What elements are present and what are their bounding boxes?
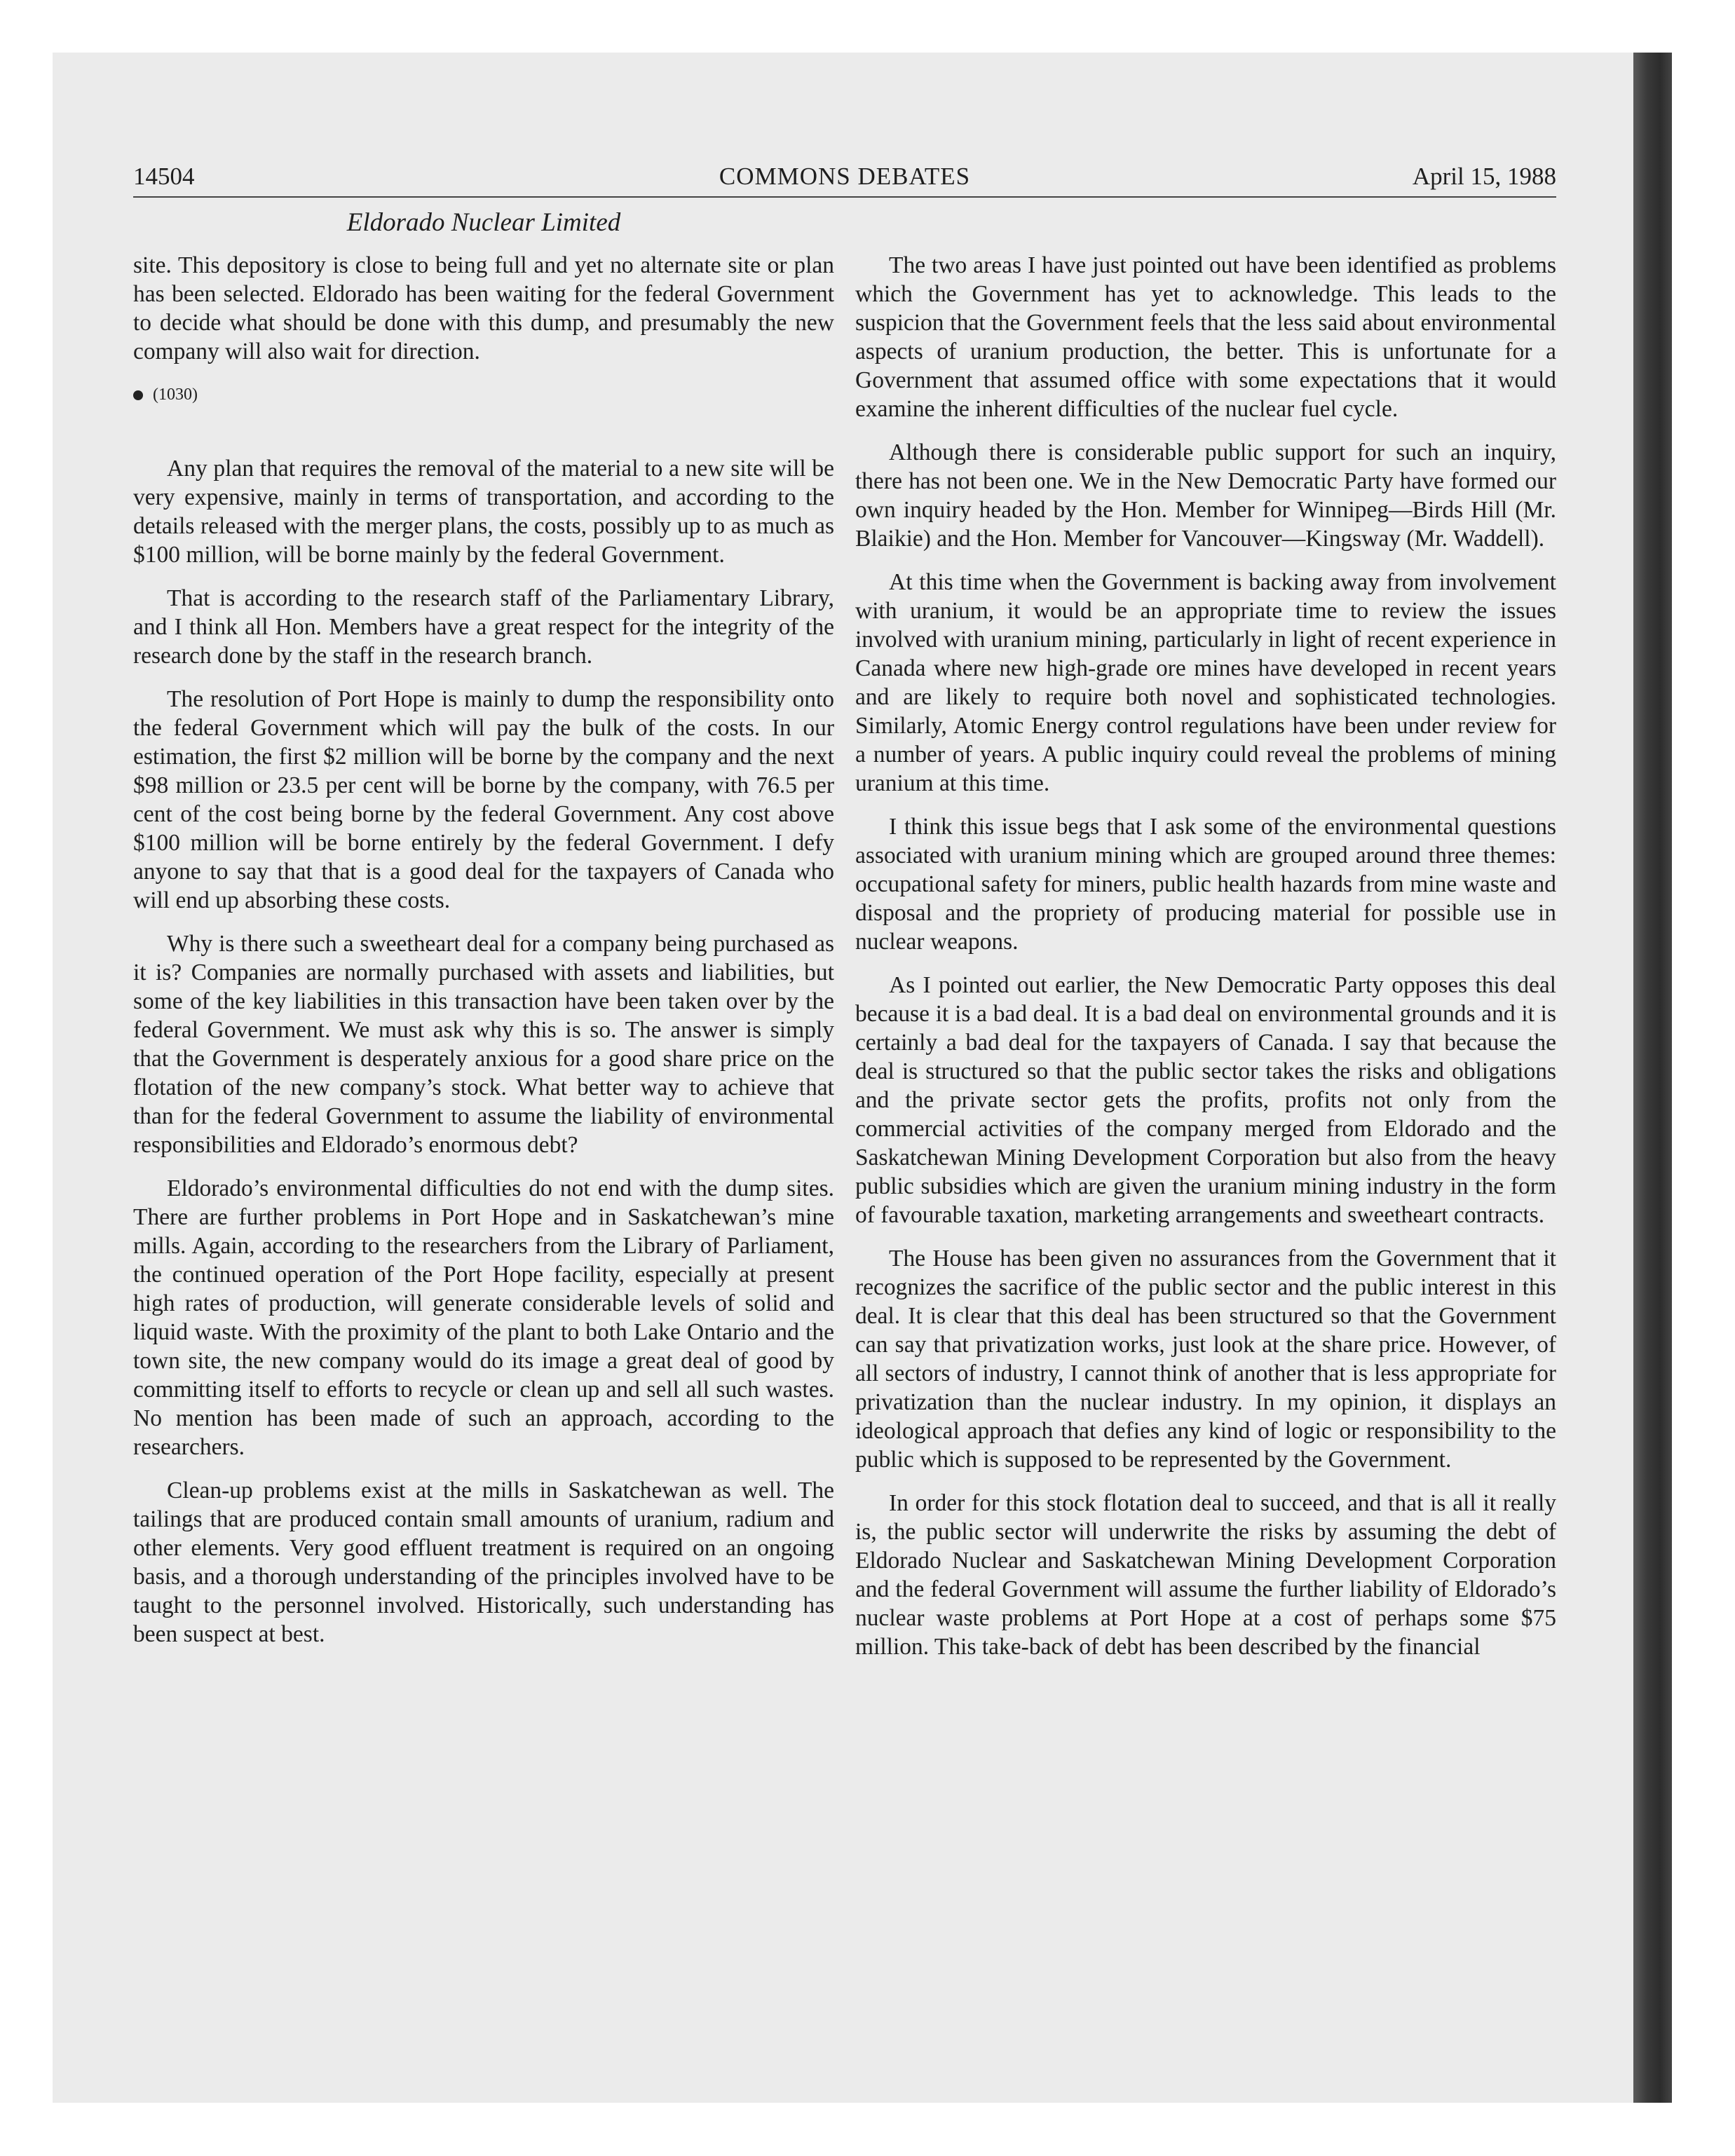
paragraph: Eldorado’s environmental difficulties do not end with the dump sites. There are further problems in Port Hope and in Saskatchewan’s mine mills. Again, according to the researchers from the Library of Parliament, the continued operation of the Port Hope facility, especially at present high rates of production, will generate considerable levels of solid and liquid waste. With the proximity of the plant to both Lake Ontario and the town site, the new company would do its image a great deal of good by committing itself to efforts to recycle or clean up and sell all such wastes. No mention has been made of such an approach, according to the researchers.	[133, 1175, 834, 1460]
running-header	[133, 163, 1556, 198]
left-column	[133, 251, 834, 1663]
paragraph-continuation: site. This depository is close to being full and yet no alternate site or plan has been selected. Eldorado has been waiting for the federal Government to decide what should be done with this dump, and presumably the new company will also wait for direction.	[133, 252, 834, 364]
paragraph: Why is there such a sweetheart deal for a company being purchased as it is? Companies are normally purchased with assets and liabilities, but some of the key liabilities in this transaction have been taken over by the federal Government. We must ask why this is so. The answer is simply that the Government is desperately anxious for a good share price on the flotation of the new company’s stock. What better way to achieve that than for the federal Government to assume the liability of environmental responsibilities and Eldorado’s enormous debt?	[133, 931, 834, 1158]
paragraph: Although there is considerable public support for such an inquiry, there has not been one. We in the New Democratic Party have formed our own inquiry headed by the Hon. Member for Winnipeg—Birds Hill (Mr. Blaikie) and the Hon. Member for Vancouver—Kingsway (Mr. Waddell).	[855, 439, 1556, 552]
right-column	[855, 251, 1556, 1676]
paragraph: I think this issue begs that I ask some of the environmental questions associated with uranium mining which are grouped around three themes: occupational safety for miners, public health hazards from mine waste and disposal and the propriety of producing material for possible use in nuclear weapons.	[855, 814, 1556, 955]
publication-date: April 15, 1988	[1412, 163, 1556, 190]
publication-title: COMMONS DEBATES	[719, 163, 971, 190]
binding-edge	[1633, 53, 1672, 2103]
paragraph: The House has been given no assurances from the Government that it recognizes the sacrifice of the public sector and the public interest in this deal. It is clear that this deal has been structured so that the Government can say that privatization works, just look at the share price. However, of all sectors of industry, I cannot think of another that is less appropriate for privatization than the nuclear industry. In my opinion, it displays an ideological approach that defies any kind of logic or responsibility to the public which is supposed to be represented by the Government.	[855, 1246, 1556, 1473]
paragraph: At this time when the Government is backing away from involvement with uranium, it would be an appropriate time to review the issues involved with uranium mining, particularly in light of recent experience in Canada where new high-grade ore mines have developed in recent years and are likely to require both novel and sophisticated technologies. Similarly, Atomic Energy control regulations have been under review for a number of years. A public inquiry could reveal the problems of mining uranium at this time.	[855, 569, 1556, 796]
page-number: 14504	[133, 163, 195, 190]
paragraph: Any plan that requires the removal of the material to a new site will be very expensive, mainly in terms of transportation, and according to the details released with the merger plans, the costs, possibly up to as much as $100 million, will be borne mainly by the federal Government.	[133, 456, 834, 568]
paragraph: As I pointed out earlier, the New Democratic Party opposes this deal because it is a bad deal. It is a bad deal on environmental grounds and it is certainly a bad deal for the taxpayers of Canada. I say that because the deal is structured so that the public sector takes the risks and obligations and the private sector gets the profits, profits not only from the commercial activities of the company merged from Eldorado and the Saskatchewan Mining Development Corporation but also from the heavy public subsidies which are given the uranium mining industry in the form of favourable taxation, marketing arrangements and sweetheart contracts.	[855, 972, 1556, 1228]
section-title: Eldorado Nuclear Limited	[346, 208, 621, 237]
bullet-icon	[133, 390, 143, 400]
paragraph: In order for this stock flotation deal to succeed, and that is all it really is, the public sector will underwrite the risks by assuming the debt of Eldorado Nuclear and Saskatchewan Mining Development Corporation and the federal Government will assume the further liability of Eldorado’s nuclear waste problems at Port Hope at a cost of perhaps some $75 million. This take-back of debt has been described by the financial	[855, 1490, 1556, 1660]
time-marker	[133, 381, 834, 409]
paragraph: The two areas I have just pointed out have been identified as problems which the Government has yet to acknowledge. This leads to the suspicion that the Government feels that the less said about environmental aspects of uranium production, the better. This is unfortunate for a Government that assumed office with some expectations that it would examine the inherent difficulties of the nuclear fuel cycle.	[855, 252, 1556, 422]
paragraph: The resolution of Port Hope is mainly to dump the responsibility onto the federal Government which will pay the bulk of the costs. In our estimation, the first $2 million will be borne by the company and the next $98 million or 23.5 per cent will be borne by the company, with 76.5 per cent of the cost being borne by the federal Government. Any cost above $100 million will be borne entirely by the federal Government. I defy anyone to say that that is a good deal for the taxpayers of Canada who will end up absorbing these costs.	[133, 686, 834, 913]
time-marker-label: (1030)	[153, 386, 198, 404]
paragraph: Clean-up problems exist at the mills in Saskatchewan as well. The tailings that are produced contain small amounts of uranium, radium and other elements. Very good effluent treatment is required on an ongoing basis, and a thorough understanding of the principles involved have to be taught to the personnel involved. Historically, such understanding has been suspect at best.	[133, 1478, 834, 1647]
paragraph: That is according to the research staff of the Parliamentary Library, and I think all Hon. Members have a great respect for the integrity of the research done by the staff in the research branch.	[133, 585, 834, 669]
